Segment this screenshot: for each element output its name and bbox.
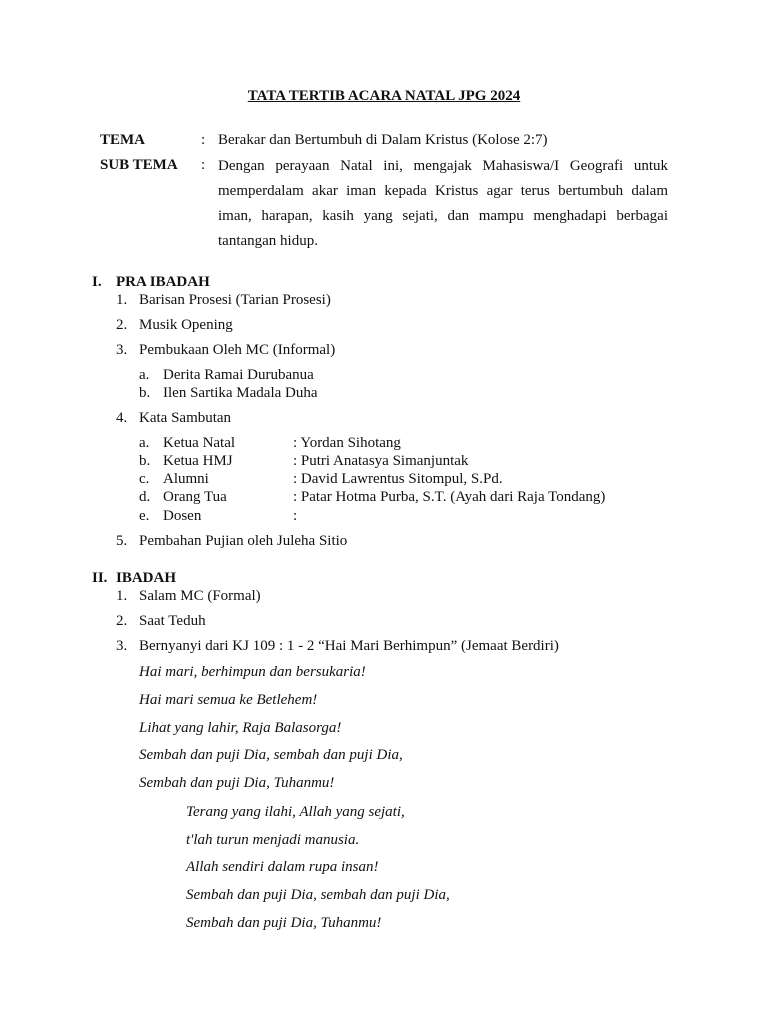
document-title: TATA TERTIB ACARA NATAL JPG 2024: [247, 88, 521, 104]
section-1-number: I.: [92, 274, 102, 290]
sublist-letter: a.: [139, 367, 150, 383]
sambutan-role: Ketua HMJ: [163, 453, 233, 469]
hymn-line: Hai mari semua ke Betlehem!: [139, 692, 318, 708]
sambutan-name: : Patar Hotma Purba, S.T. (Ayah dari Raja Tondang): [293, 489, 606, 505]
tema-colon: :: [201, 132, 206, 148]
mc-name: Ilen Sartika Madala Duha: [163, 385, 318, 401]
hymn-line: t'lah turun menjadi manusia.: [186, 832, 360, 848]
sublist-letter: e.: [139, 508, 150, 524]
sambutan-role: Dosen: [163, 508, 202, 524]
list-item-number: 3.: [116, 638, 128, 654]
subtema-label: SUB TEMA: [100, 157, 178, 173]
list-item-number: 5.: [116, 533, 128, 549]
sambutan-name: : Yordan Sihotang: [293, 435, 401, 451]
sambutan-name: :: [293, 508, 298, 524]
sambutan-role: Ketua Natal: [163, 435, 236, 451]
list-item-number: 1.: [116, 292, 128, 308]
sambutan-role: Alumni: [163, 471, 209, 487]
section-2-title: IBADAH: [116, 570, 177, 586]
section-1-title: PRA IBADAH: [116, 274, 210, 290]
list-item: Bernyanyi dari KJ 109 : 1 - 2 “Hai Mari Berhimpun” (Jemaat Berdiri): [139, 638, 559, 654]
list-item-number: 3.: [116, 342, 128, 358]
subtema-colon: :: [201, 157, 206, 173]
list-item: Musik Opening: [139, 317, 233, 333]
hymn-line: Hai mari, berhimpun dan bersukaria!: [139, 664, 366, 680]
hymn-line: Lihat yang lahir, Raja Balasorga!: [139, 720, 342, 736]
list-item: Pembukaan Oleh MC (Informal): [139, 342, 336, 358]
list-item-number: 4.: [116, 410, 128, 426]
list-item-number: 1.: [116, 588, 128, 604]
mc-name: Derita Ramai Durubanua: [163, 367, 314, 383]
sambutan-name: : David Lawrentus Sitompul, S.Pd.: [293, 471, 503, 487]
hymn-line: Sembah dan puji Dia, Tuhanmu!: [186, 915, 382, 931]
list-item: Pembahan Pujian oleh Juleha Sitio: [139, 533, 348, 549]
list-item: Barisan Prosesi (Tarian Prosesi): [139, 292, 331, 308]
hymn-line: Sembah dan puji Dia, sembah dan puji Dia,: [139, 747, 403, 763]
sublist-letter: b.: [139, 385, 151, 401]
list-item: Salam MC (Formal): [139, 588, 261, 604]
sublist-letter: b.: [139, 453, 151, 469]
list-item-number: 2.: [116, 613, 128, 629]
sublist-letter: c.: [139, 471, 150, 487]
sambutan-name: : Putri Anatasya Simanjuntak: [293, 453, 469, 469]
subtema-value: Dengan perayaan Natal ini, mengajak Mahasiswa/I Geografi untuk memperdalam akar iman kepada Kristus agar terus bertumbuh dalam iman, harapan, kasih yang sejati, dan mampu menghadapi berbagai tantangan hidup.: [218, 158, 668, 249]
hymn-line: Sembah dan puji Dia, Tuhanmu!: [139, 775, 335, 791]
hymn-line: Allah sendiri dalam rupa insan!: [186, 859, 379, 875]
sambutan-role: Orang Tua: [163, 489, 227, 505]
hymn-line: Sembah dan puji Dia, sembah dan puji Dia,: [186, 887, 450, 903]
list-item: Saat Teduh: [139, 613, 206, 629]
list-item: Kata Sambutan: [139, 410, 232, 426]
list-item-number: 2.: [116, 317, 128, 333]
sublist-letter: a.: [139, 435, 150, 451]
hymn-line: Terang yang ilahi, Allah yang sejati,: [186, 804, 405, 820]
section-2-number: II.: [92, 570, 108, 586]
sublist-letter: d.: [139, 489, 151, 505]
tema-label: TEMA: [100, 132, 145, 148]
tema-value: Berakar dan Bertumbuh di Dalam Kristus (Kolose 2:7): [218, 132, 548, 148]
